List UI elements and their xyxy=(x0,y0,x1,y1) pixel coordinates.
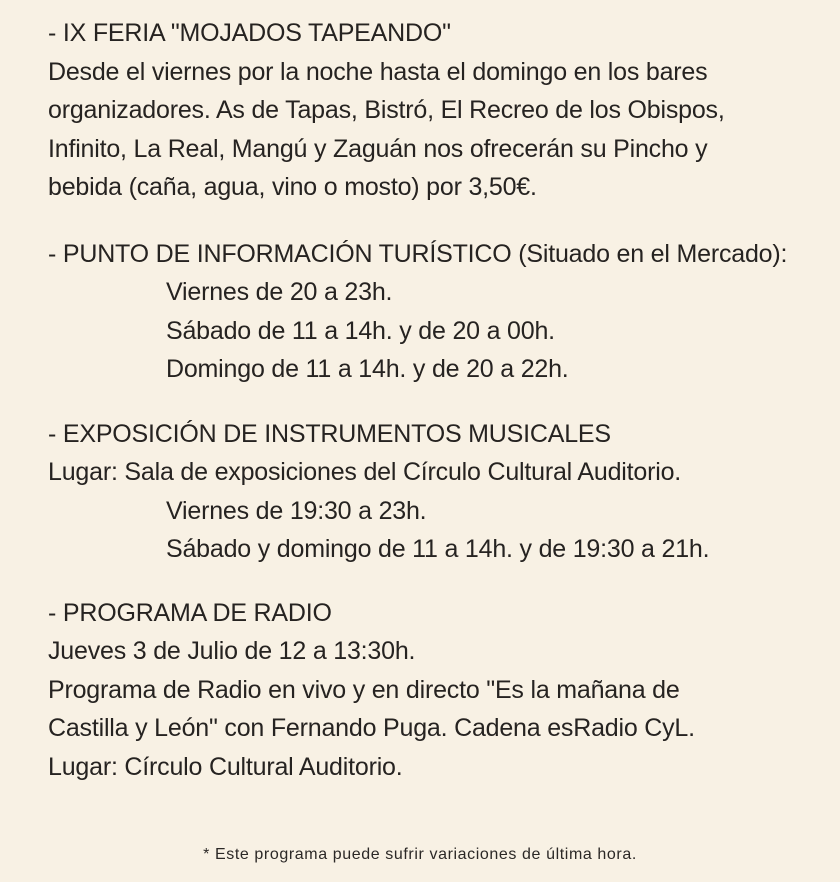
body-line: organizadores. As de Tapas, Bistró, El Recreo de los Obispos, xyxy=(48,96,725,124)
section-title: - EXPOSICIÓN DE INSTRUMENTOS MUSICALES xyxy=(48,419,611,448)
section-spacer xyxy=(48,207,818,235)
schedule-line: Domingo de 11 a 14h. y de 20 a 22h. xyxy=(166,355,569,383)
section-title: - PUNTO DE INFORMACIÓN TURÍSTICO (Situado en el Mercado): xyxy=(48,239,788,268)
schedule-line: Sábado de 11 a 14h. y de 20 a 00h. xyxy=(166,316,555,345)
body-line: bebida (caña, agua, vino o mosto) por 3,50€. xyxy=(48,173,537,201)
footnote: * Este programa puede sufrir variaciones de última hora. xyxy=(203,846,637,863)
section-spacer xyxy=(48,389,818,415)
schedule-line: Sábado y domingo de 11 a 14h. y de 19:30 a 21h. xyxy=(166,535,710,563)
body-line: Desde el viernes por la noche hasta el domingo en los bares xyxy=(48,57,708,86)
body-line: Jueves 3 de Julio de 12 a 13:30h. xyxy=(48,637,416,665)
section-spacer xyxy=(48,569,818,594)
section-exposicion-instrumentos xyxy=(48,415,818,569)
body-line: Castilla y León" con Fernando Puga. Cadena esRadio CyL. xyxy=(48,714,695,742)
schedule-line: Viernes de 20 a 23h. xyxy=(166,278,393,306)
section-title: - IX FERIA "MOJADOS TAPEANDO" xyxy=(48,19,451,47)
body-line: Infinito, La Real, Mangú y Zaguán nos ofrecerán su Pincho y xyxy=(48,134,708,163)
section-programa-radio xyxy=(48,594,818,787)
section-title: - PROGRAMA DE RADIO xyxy=(48,598,332,627)
body-line: Lugar: Círculo Cultural Auditorio. xyxy=(48,752,403,781)
body-line: Programa de Radio en vivo y en directo "Es la mañana de xyxy=(48,675,680,704)
place-line: Lugar: Sala de exposiciones del Círculo Cultural Auditorio. xyxy=(48,458,682,486)
section-punto-informacion xyxy=(48,235,818,389)
schedule-line: Viernes de 19:30 a 23h. xyxy=(166,496,427,525)
section-feria-tapeando xyxy=(48,14,818,207)
